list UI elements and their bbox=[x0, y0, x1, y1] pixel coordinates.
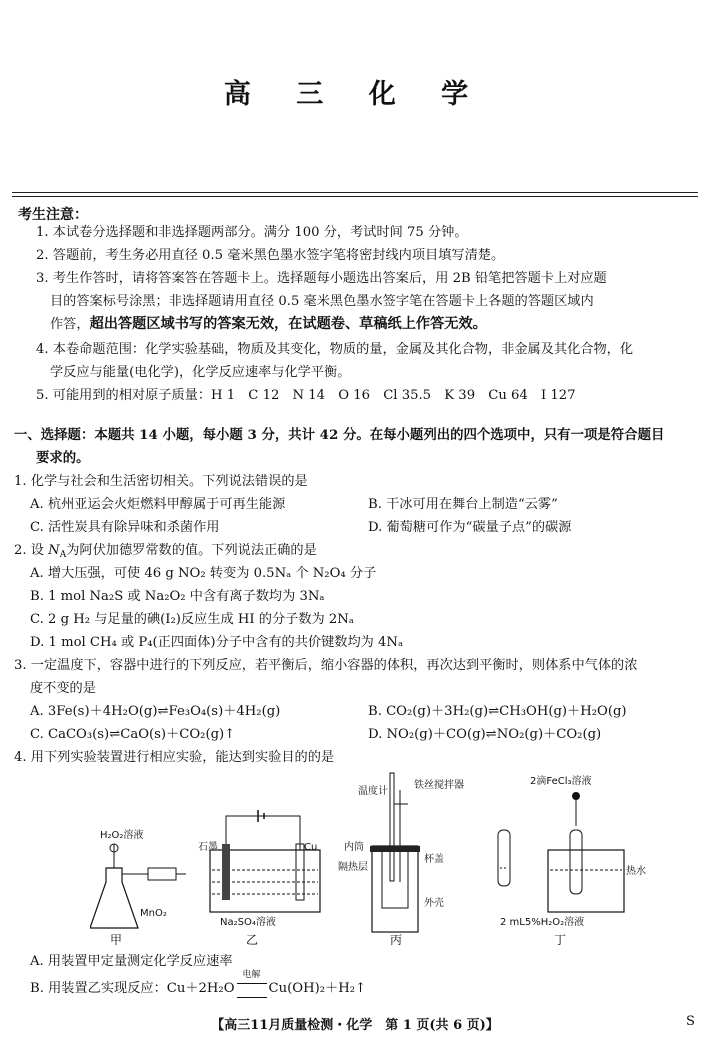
ding-solution-label: 2 mL5%H₂O₂溶液 bbox=[500, 917, 585, 928]
q2-option-d: D. 1 mol CH₄ 或 P₄(正四面体)分子中含有的共价键数均为 4Nₐ bbox=[30, 635, 404, 650]
bing-insul-label: 隔热层 bbox=[338, 862, 368, 873]
header-rule-top bbox=[12, 192, 698, 193]
notice-item-3: 3. 考生作答时，请将答案答在答题卡上。选择题每小题选出答案后，用 2B 铅笔把答题卡上对应题 bbox=[36, 271, 607, 286]
header-rule-bottom bbox=[12, 196, 698, 197]
jia-caption: 甲 bbox=[110, 933, 123, 947]
q2-stem-symbol: N bbox=[48, 543, 60, 558]
apparatus-bing bbox=[338, 773, 464, 947]
bing-outer-label: 外壳 bbox=[424, 898, 444, 909]
q2-option-a: A. 增大压强，可使 46 g NO₂ 转变为 0.5Nₐ 个 N₂O₄ 分子 bbox=[30, 566, 377, 581]
notice-item-2: 2. 答题前，考生务必用直径 0.5 毫米黑色墨水签字笔将密封线内项目填写清楚。 bbox=[36, 248, 505, 263]
notice-emphasis: 超出答题区域书写的答案无效，在试题卷、草稿纸上作答无效。 bbox=[89, 316, 487, 332]
q2-stem-sub: A bbox=[59, 550, 67, 560]
q2-stem-part2: 为阿伏加德罗常数的值。下列说法正确的是 bbox=[66, 543, 317, 558]
notice-heading: 考生注意： bbox=[18, 207, 88, 223]
q4-option-b-condition: 电解 bbox=[242, 970, 261, 980]
q4-option-a: A. 用装置甲定量测定化学反应速率 bbox=[30, 954, 233, 969]
q1-option-c: C. 活性炭具有除异味和杀菌作用 bbox=[30, 520, 220, 535]
q2-option-b: B. 1 mol Na₂S 或 Na₂O₂ 中含有离子数均为 3Nₐ bbox=[30, 589, 325, 604]
bing-inner-label: 内筒 bbox=[344, 842, 364, 853]
q1-option-d: D. 葡萄糖可作为“碳量子点”的碳源 bbox=[368, 520, 572, 535]
q1-stem-text: 1. 化学与社会和生活密切相关。下列说法错误的是 bbox=[14, 474, 308, 489]
notice-item-5: 5. 可能用到的相对原子质量：H 1 C 12 N 14 O 16 Cl 35.5 K 39 Cu 64 I 127 bbox=[36, 388, 576, 403]
notice-item-4-cont: 学反应与能量(电化学)，化学反应速率与化学平衡。 bbox=[50, 365, 351, 380]
bing-stirrer-label: 铁丝搅拌器 bbox=[414, 780, 464, 791]
ding-drops-label: 2滴FeCl₃溶液 bbox=[530, 776, 592, 787]
yi-left-label: 石墨 bbox=[198, 842, 218, 853]
q3-stem-cont: 度不变的是 bbox=[30, 681, 96, 696]
yi-solution-label: Na₂SO₄溶液 bbox=[220, 917, 276, 928]
bing-lid-label: 杯盖 bbox=[424, 854, 444, 865]
ding-hot-label: 热水 bbox=[626, 866, 646, 877]
q3-option-c: C. CaCO₃(s)⇌CaO(s)＋CO₂(g)↑ bbox=[30, 727, 236, 742]
q3-option-d: D. NO₂(g)＋CO(g)⇌NO₂(g)＋CO₂(g) bbox=[368, 727, 602, 742]
notice-item-3-end bbox=[50, 313, 487, 336]
page-letter: S bbox=[686, 1014, 695, 1029]
notice-item-3-tail: 作答， bbox=[50, 317, 90, 332]
q3-stem: 3. 一定温度下，容器中进行的下列反应，若平衡后，缩小容器的体积，再次达到平衡时，则体系中气体的浓 bbox=[14, 658, 638, 673]
notice-item-1: 1. 本试卷分选择题和非选择题两部分。满分 100 分，考试时间 75 分钟。 bbox=[36, 225, 468, 240]
section-heading: 一、选择题：本题共 14 小题，每小题 3 分，共计 42 分。在每小题列出的四个选项中，只有一项是符合题目 bbox=[14, 427, 665, 443]
apparatus-ding bbox=[498, 774, 646, 947]
page-footer: 【高三11月质量检测・化学 第 1 页(共 6 页)】 bbox=[211, 1018, 499, 1033]
section-heading-cont: 要求的。 bbox=[36, 450, 90, 466]
bing-caption: 丙 bbox=[390, 933, 403, 947]
q1-option-a: A. 杭州亚运会火炬燃料甲醇属于可再生能源 bbox=[30, 497, 286, 512]
q2-stem-part1: 2. 设 bbox=[14, 543, 49, 558]
experiment-apparatus-figure bbox=[90, 770, 690, 948]
page-title: 高 三 化 学 bbox=[223, 79, 487, 110]
notice-item-3-cont: 目的答案标号涂黑；非选择题请用直径 0.5 毫米黑色墨水签字笔在答题卡上各题的答题区域内 bbox=[50, 294, 594, 309]
ding-caption: 丁 bbox=[554, 933, 567, 947]
q2-stem bbox=[14, 539, 317, 562]
q3-option-b: B. CO₂(g)＋3H₂(g)⇌CH₃OH(g)＋H₂O(g) bbox=[368, 704, 627, 719]
apparatus-jia bbox=[90, 828, 186, 947]
q4-option-b bbox=[30, 970, 367, 1000]
notice-item-4: 4. 本卷命题范围：化学实验基础，物质及其变化，物质的量，金属及其化合物，非金属及其化合物，化 bbox=[36, 342, 634, 357]
apparatus-yi bbox=[198, 810, 320, 947]
bing-thermo-label: 温度计 bbox=[358, 786, 388, 797]
q4-option-b-post: Cu(OH)₂＋H₂↑ bbox=[268, 981, 367, 996]
jia-solid-label: MnO₂ bbox=[140, 908, 167, 919]
q1-option-b: B. 干冰可用在舞台上制造“云雾” bbox=[368, 497, 558, 512]
yi-right-label: Cu bbox=[304, 842, 318, 853]
q4-stem: 4. 用下列实验装置进行相应实验，能达到实验目的的是 bbox=[14, 750, 335, 765]
jia-reagent-label: H₂O₂溶液 bbox=[100, 830, 144, 841]
q4-option-b-pre: B. 用装置乙实现反应：Cu＋2H₂O bbox=[30, 981, 235, 996]
q1-stem bbox=[14, 470, 308, 493]
yi-caption: 乙 bbox=[246, 933, 259, 947]
q3-option-a: A. 3Fe(s)＋4H₂O(g)⇌Fe₃O₄(s)＋4H₂(g) bbox=[30, 704, 281, 719]
q2-option-c: C. 2 g H₂ 与足量的碘(I₂)反应生成 HI 的分子数为 2Nₐ bbox=[30, 612, 354, 627]
